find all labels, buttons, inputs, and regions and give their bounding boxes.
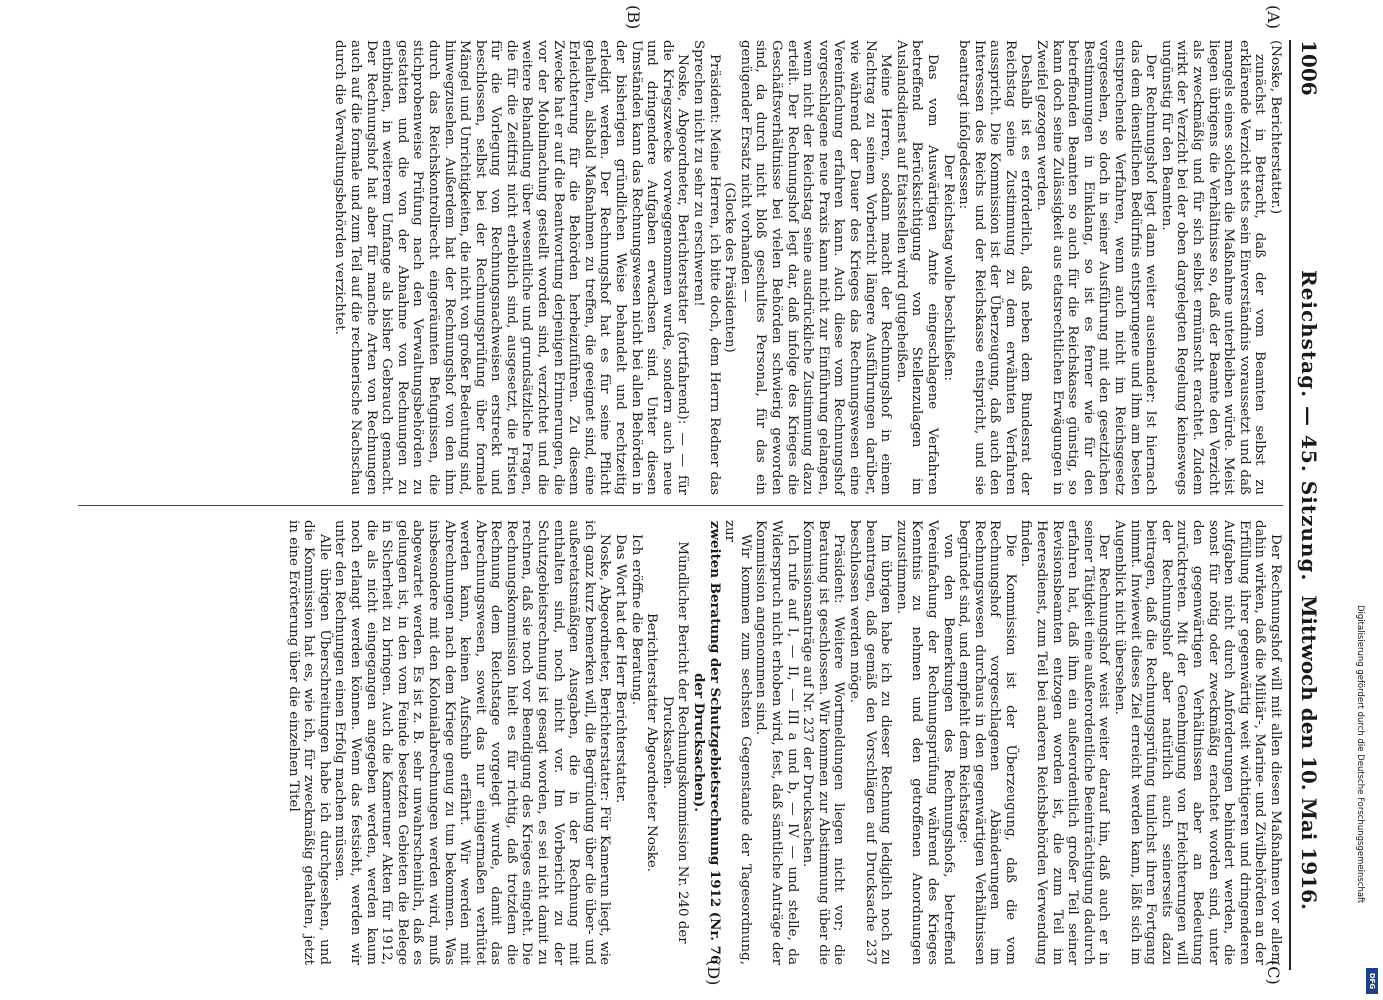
paragraph: Die Kommission ist der Überzeugung, daß die vom Rechnungshof vorgeschlagenen Abänderungen im Rechnungswesen durchaus in den gegenwärtigen Verhältnissen begründet sind, und empfiehlt dem Reichstage: bbox=[956, 520, 1018, 965]
paragraph: Noske, Abgeordneter, Berichterstatter: Für Kamerun liegt, wie ich ganz kurz bemerken will, die Begründung über die über- und außeretatsmäßigen Ausgaben, die in der Rechnung mit enthalten sind, noch nicht vor. Im Vorbericht zu der Schutzgebietsrechnung ist gesagt worden, es sei nicht damit zu rechnen, daß sie noch vor Beendigung des Krieges eingeht. Die Rechnungskommission hielt es für richtig, daß trotzdem die Rechnung dem Reichstage vorgelegt wurde, damit das Abrechnungswesen, soweit das nur einigermaßen verhütet werden kann, keinen Aufschub erfährt. Wir werden mit Abrechnungen nach dem Kriege genug zu tun bekommen. Was insbesondere mit den Kolonialabrechnungen werden wird, muß abgewartet werden. Es ist z. B. sehr unwahrscheinlich, daß es gelungen ist, in den vom Feinde besetzten Gebieten die Belege in Sicherheit zu bringen. Auch die Kameruner Akten für 1912, die als nicht eingegangen angegeben werden, werden kaum noch erlangt werden können. Wenn das festsieht, werden wir unter den Rechnungen einen Erfolg machen müssen. bbox=[332, 520, 613, 965]
paragraph: Wir kommen zum sechsten Gegenstande der Tagesordnung, zur bbox=[722, 520, 753, 965]
motion-heading: Der Reichstag wolle beschließen: bbox=[940, 153, 956, 382]
stage-direction: (Glocke des Präsidenten) bbox=[722, 182, 738, 353]
header-rule bbox=[1289, 40, 1291, 970]
paragraph: Alle übrigen Überschreitungen habe ich durchgesehen, und die Kommission hat es, wie ich, für zweckmäßig gehalten, jetzt in eine Erörterung über die einzelnen Titel bbox=[285, 520, 332, 965]
paragraph: Das Wort hat der Herr Berichterstatter. bbox=[613, 534, 629, 804]
paragraph: zunächst in Betracht, daß der vom Beamten selbst zu erklärende Verzicht stets sein Einverständnis voraussetzt und daß mangels eines solchen die Maßnahme unterbleiben würde. Meist liegen übrigens die Verhältnisse so, daß der Beamte den Verzicht als zweckmäßig und für sich selbst ermünscht erachtet. Zudem wirkt der Verzicht bei der oben dargelegten Regelung keineswegs ungünstig für den Beamten. bbox=[1158, 40, 1268, 495]
speaker-note: (Noske, Berichterstatter.) bbox=[1268, 40, 1283, 215]
paragraph: Im übrigen habe ich zu dieser Rechnung lediglich noch zu beantragen, daß gemäß den Vorschlägen auf Drucksache 237 beschlossen werden möge. bbox=[846, 520, 894, 965]
president-remark: Präsident: Meine Herren, ich bitte doch, dem Herrn Redner das Sprechen nicht zu sehr zu erschweren! bbox=[691, 40, 722, 495]
margin-mark-b: (B) bbox=[624, 5, 643, 30]
paragraph: Der Rechnungshof will mit allen diesen Maßnahmen vor allem dahin wirken, daß die Militär-, Marine- und Zivilbehörden an der Erfüllung ihrer gegenwärtig weit wichtigeren und dringenderen Aufgaben nicht durch Anforderungen behindert werden, die sonst für nötig oder zweckmäßig erachtet worden sind, unter den gegenwärtigen Verhältnissen aber an Bedeutung zurücktreten. Mit der Genehmigung von Erleichterungen will der Rechnungshof aber natürlich auch seinerseits dazu beitragen, daß die Rechnungsprüfung tunlichst ihren Fortgang nimmt. Inwieweit dieses Ziel erreicht werden kann, läßt sich im Augenblick nicht übersehen. bbox=[1112, 520, 1283, 965]
agenda-item-rapporteur: Berichterstatter Abgeordneter Noske. bbox=[644, 612, 660, 873]
motion-text: von den Bemerkungen des Rechnungshofs, betreffend Vereinfachung der Rechnungsprüfung während des Krieges Kenntnis zu nehmen und den getroffenen Anordnungen zuzustimmen. bbox=[893, 520, 956, 965]
paragraph: Der Rechnungshof legt dann weiter auseinander: Ist hiernach das dem dienstlichen Bedürfnis entsprungene und ihm am besten entsprechende Verfahren, wenn auch nicht im Reichsgesetz vorgesehen, so doch in seiner Ausführung mit den gesetzlichen Bestimmungen in Einklang, so ist es ferner wie für den betreffenden Beamten so auch für die Reichskasse günstig, so kann doch seine Zulässigkeit aus etatsrechtlichen Erwägungen in Zweifel gezogen werden. bbox=[1034, 40, 1159, 495]
digitization-credit: Digitalisierung gefördert durch die Deutsche Forschungsgemeinschaft bbox=[1355, 605, 1365, 904]
margin-mark-d: (D) bbox=[704, 960, 723, 986]
page-number: 1006 bbox=[1297, 40, 1321, 96]
paragraph: Der Rechnungshof weist weiter darauf hin, daß auch er in seiner Tätigkeit eine außerordentliche Beeinträchtigung dadurch erfahren hat, daß ihm ein außerordentlich großer Teil seiner Revisionsbeamten entzogen worden ist, die zum Teil im Heeresdienst, zum Teil bei anderen Reichsbehörden Verwendung finden. bbox=[1018, 520, 1112, 965]
paragraph: Noske, Abgeordneter, Berichterstatter (fortfahrend): — — für die Kriegszwecke vorweggenommen wurde, sondern auch neue und dringendere Aufgaben erwachsen sind. Unter diesen Umständen kann das Rechnungswesen nicht bei allen Behörden in der bisherigen gründlichen Weise behandelt und rechtzeitig erledigt werden. Der Rechnungshof hat es für seine Pflicht gehalten, alsbald Maßnahmen zu treffen, die geeignet sind, eine Erleichterung für die Behörden herbeizuführen. Zu diesem Zwecke hat er auf die Beantwortung derjenigen Erinnerungen, die vor der Mobilmachung gestellt worden sind, verzichtet und die weitere Behandlung über wesentliche und grundsätzliche Fragen, die für die Zeitfrist nicht erheblich sind, ausgesetzt, die Fristen für die Vorlegung von Rechnungsnachweisen erstreckt und beschlossen, selbst bei der Rechnungsprüfung über formale Mängel und Unrichtigkeiten, die nicht von großer Bedeutung sind, hinwegzusehen. Außerdem hat der Rechnungshof von den ihm durch das Reichskontrollrecht eingeräumten Befugnissen, die stichprobenweise Prüfung nach den Verwaltungsbehörden zu gestatten und die von der Abnahme von Rechnungen zu entbinden, in weiterem Umfange als bisher Gebrauch gemacht. Der Rechnungshof hat aber für manche Arten von Rechnungen auch auf die formale und zum Teil auf die rechnerische Nachschau durch die Verwaltungsbehörden verzichtet. bbox=[332, 40, 691, 495]
page-title: Reichstag. — 45. Sitzung. bbox=[1297, 270, 1321, 582]
margin-mark-c: (C) bbox=[1264, 960, 1283, 985]
dfg-logo: DFG bbox=[1366, 968, 1378, 994]
agenda-item-report: Mündlicher Bericht der Rechnungskommission Nr. 240 der Drucksachen. bbox=[659, 541, 691, 944]
page-header bbox=[1291, 40, 1321, 970]
margin-mark-a: (A) bbox=[1264, 5, 1283, 30]
session-date: Mittwoch den 10. Mai 1916. bbox=[1297, 595, 1321, 910]
agenda-item-heading: zweiten Beratung der Schutzgebietsrechnung 1912 (Nr. 76 der Drucksachen). bbox=[691, 520, 723, 965]
left-column bbox=[332, 40, 1283, 495]
president-remark: Präsident: Weitere Wortmeldungen liegen nicht vor; die Beratung ist geschlossen. Wir kommen zur Abstimmung über die Kommissionsanträge auf Nr. 237 der Drucksachen. bbox=[800, 520, 847, 965]
column-divider bbox=[78, 505, 1283, 506]
paragraph: Ich rufe auf I, — II, — III a und b, — IV — und stelle, da Widerspruch nicht erhoben wird, fest, daß sämtliche Anträge der Kommission angenommen sind. bbox=[753, 520, 800, 965]
right-column bbox=[285, 520, 1283, 965]
paragraph: Ich eröffne die Beratung. bbox=[628, 534, 644, 706]
paragraph: Meine Herren, sodann macht der Rechnungshof in einem Nachtrag zu seinem Vorbericht längere Ausführungen darüber, wie während der Dauer des Krieges das Rechnungswesen eine Vereinfachung erfahren kann. Auch diese vom Rechnungshof vorgeschlagene neue Praxis kann nicht zur Einführung gelangen, wenn nicht der Reichstag seine ausdrückliche Zustimmung dazu erteilt. Der Rechnungshof legt dar, daß infolge des Krieges die Geschäftsverhältnisse bei vielen Behörden schwierig geworden sind, da durch nicht bloß geschultes Personal, für das ein genügender Ersatz nicht vorhanden — bbox=[737, 40, 894, 495]
motion-text: Das vom Auswärtigen Amte eingeschlagene Verfahren betreffend Berücksichtigung von Stellenzulagen im Auslandsdienst auf Etatsstellen wird gutgeheißen. bbox=[893, 40, 940, 495]
paragraph: Deshalb ist es erforderlich, daß neben dem Bundesrat der Reichstag seine Zustimmung zu dem erwähnten Verfahren ausspricht. Die Kommission ist der Überzeugung, daß auch den Interessen des Reichs und der Reichskasse entspricht, und sie beantragt infolgedessen: bbox=[956, 40, 1034, 495]
